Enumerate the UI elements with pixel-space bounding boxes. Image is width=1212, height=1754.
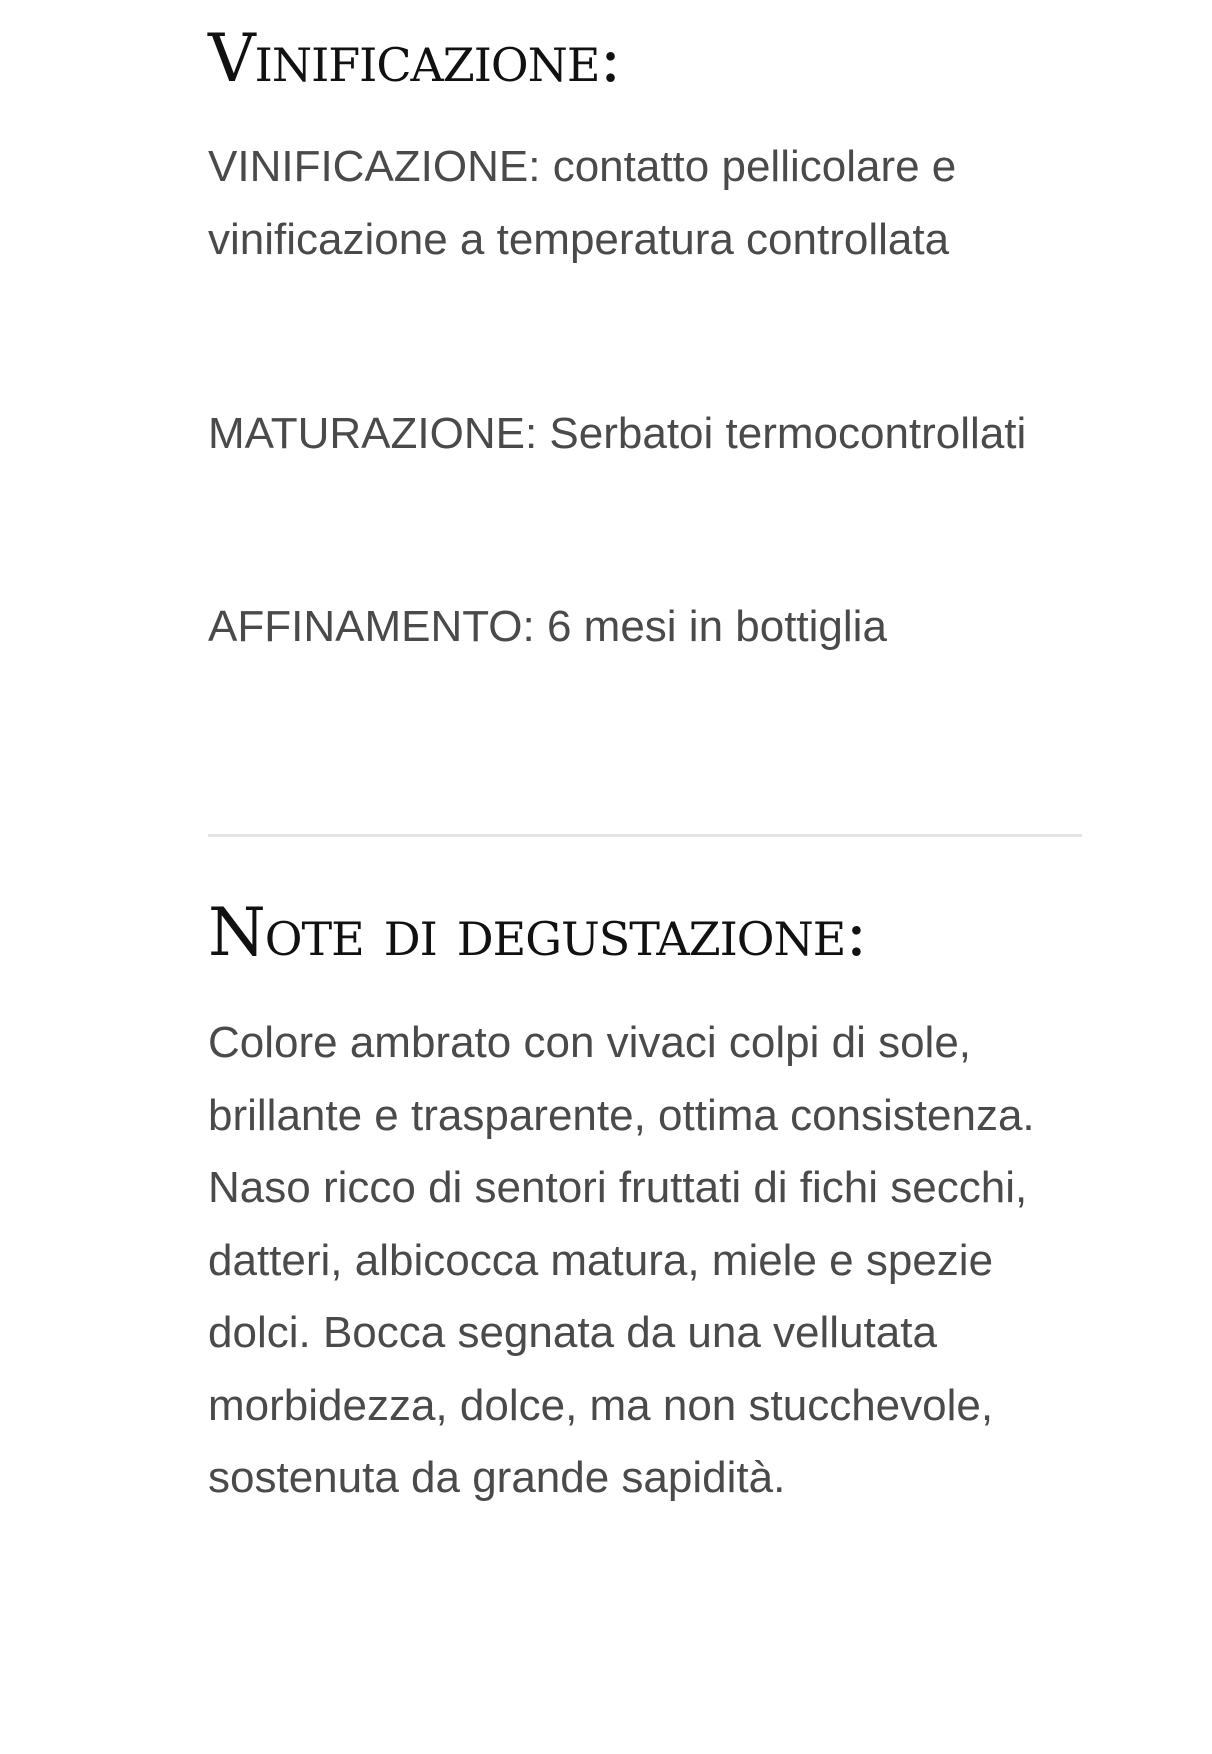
vinificazione-heading: Vinificazione: [208, 20, 621, 97]
maturazione-text: MATURAZIONE: Serbatoi termocontrollati [208, 409, 1027, 458]
section-divider [208, 834, 1082, 837]
note-degustazione-heading: Note di degustazione: [208, 894, 867, 971]
vinificazione-text: VINIFICAZIONE: contatto pellicolare e vinificazione a temperatura controllata [208, 142, 957, 264]
affinamento-text: AFFINAMENTO: 6 mesi in bottiglia [208, 602, 887, 651]
note-degustazione-text: Colore ambrato con vivaci colpi di sole, brillante e trasparente, ottima consistenza. Naso ricco di sentori fruttati di fichi secchi, datteri, albicocca matura, miele e spezie dolci. Bocca segnata da una vellutata morbidezza, dolce, ma non stucchevole, sostenuta da grande sapidità. [208, 1018, 1035, 1502]
